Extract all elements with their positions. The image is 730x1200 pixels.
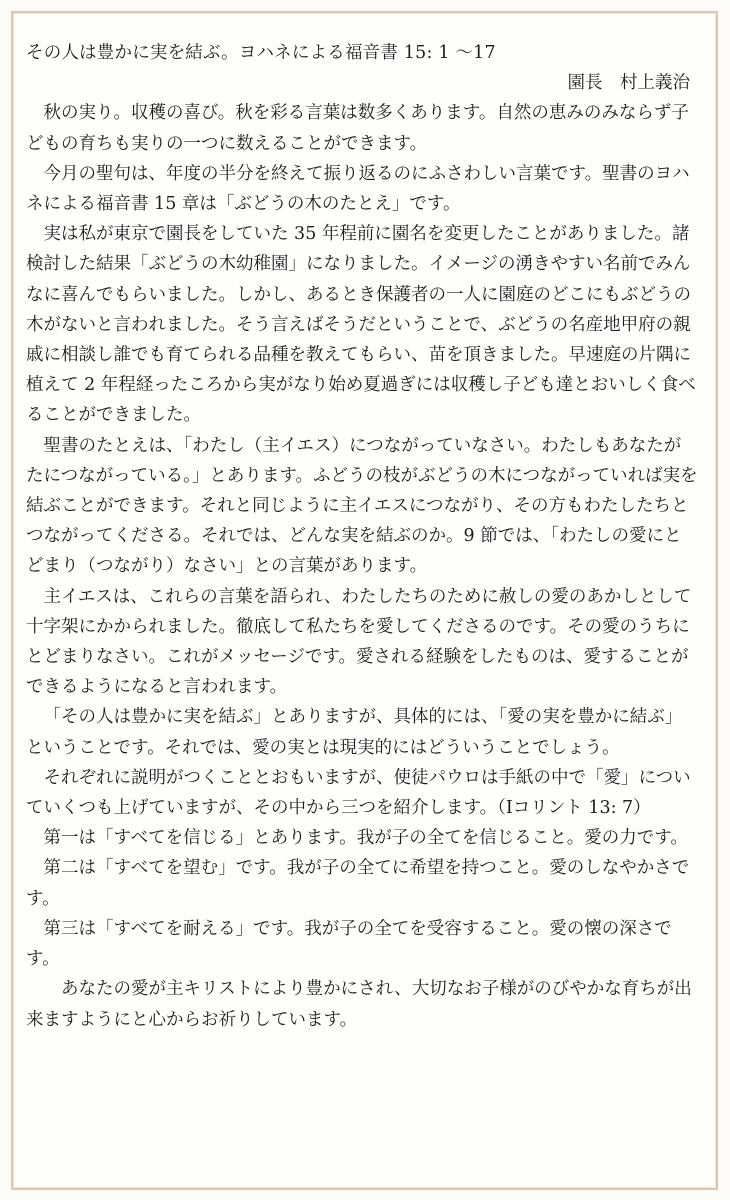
paragraph-8: 第一は「すべてを信じる」とあります。我が子の全てを信じること。愛の力です。: [43, 828, 688, 849]
paragraph-10: 第三は「すべてを耐える」です。我が子の全てを受容すること。愛の懐の深さです。: [26, 918, 672, 970]
author-line: 園長 村上義治: [567, 73, 690, 94]
paragraph-4: 聖書のたとえは、「わたし（主イエス）につながっていなさい。わたしもあなたがたにつながっている。」とあります。ふどうの枝がぶどうの木につながっていれば実を結ぶことができます。それと同じように主イエスにつながり、その方もわたしたちとつながってくださる。それでは、どんな実を結ぶのか。9 節では、「わたしの愛にとどまり（つながり）なさい」との言葉があります。: [26, 435, 698, 577]
paragraph-11: あなたの愛が主キリストにより豊かにされ、大切なお子様がのびやかな育ちが出来ますようにと心からお祈りしています。: [26, 979, 692, 1030]
article-title: その人は豊かに実を結ぶ。ヨハネによる福音書 15: 1 ～17: [26, 43, 496, 63]
paragraph-9: 第二は「すべてを望む」です。我が子の全てに希望を持つこと。愛のしなやかさです。: [26, 858, 690, 909]
paragraph-5: 主イエスは、これらの言葉を語られ、わたしたちのために赦しの愛のあかしとして十字架にかかられました。徹底して私たちを愛してくださるのです。その愛のうちにとどまりなさい。これがメッセージです。愛される経験をしたものは、愛することができるようになると言われます。: [26, 586, 692, 698]
paragraph-2: 今月の聖句は、年度の半分を終えて振り返るのにふさわしい言葉です。聖書のヨハネによる福音書 15 章は「ぶどうの木のたとえ」です。: [26, 163, 690, 215]
paragraph-7: それぞれに説明がつくこととおもいますが、使徒パウロは手紙の中で「愛」についていくつも上げていますが、その中から三つを紹介します。（Ⅰコリント 13: 7）: [26, 767, 691, 819]
paragraph-6: 「その人は豊かに実を結ぶ」とありますが、具体的には、「愛の実を豊かに結ぶ」ということです。それでは、愛の実とは現実的にはどういうことでしょう。: [26, 707, 683, 758]
paragraph-3: 実は私が東京で園長をしていた 35 年程前に園名を変更したことがありました。諸検討した結果「ぶどうの木幼稚園」になりました。イメージの湧きやすい名前でみんなに喜んでもらいました。しかし、あるとき保護者の一人に園庭のどこにもぶどうの木がないと言われました。そう言えばそうだということで、ぶどうの名産地甲府の親戚に相談し誰でも育てられる品種を教えてもらい、苗を頂きました。早速庭の片隅に植えて 2 年程経ったころから実がなり始め夏過ぎには収穫し子ども達とおいしく食べることができました。: [26, 224, 696, 426]
paragraph-1: 秋の実り。収穫の喜び。秋を彩る言葉は数多くあります。自然の恵みのみならず子どもの育ちも実りの一つに数えることができます。: [26, 103, 689, 154]
article: [26, 38, 698, 1035]
